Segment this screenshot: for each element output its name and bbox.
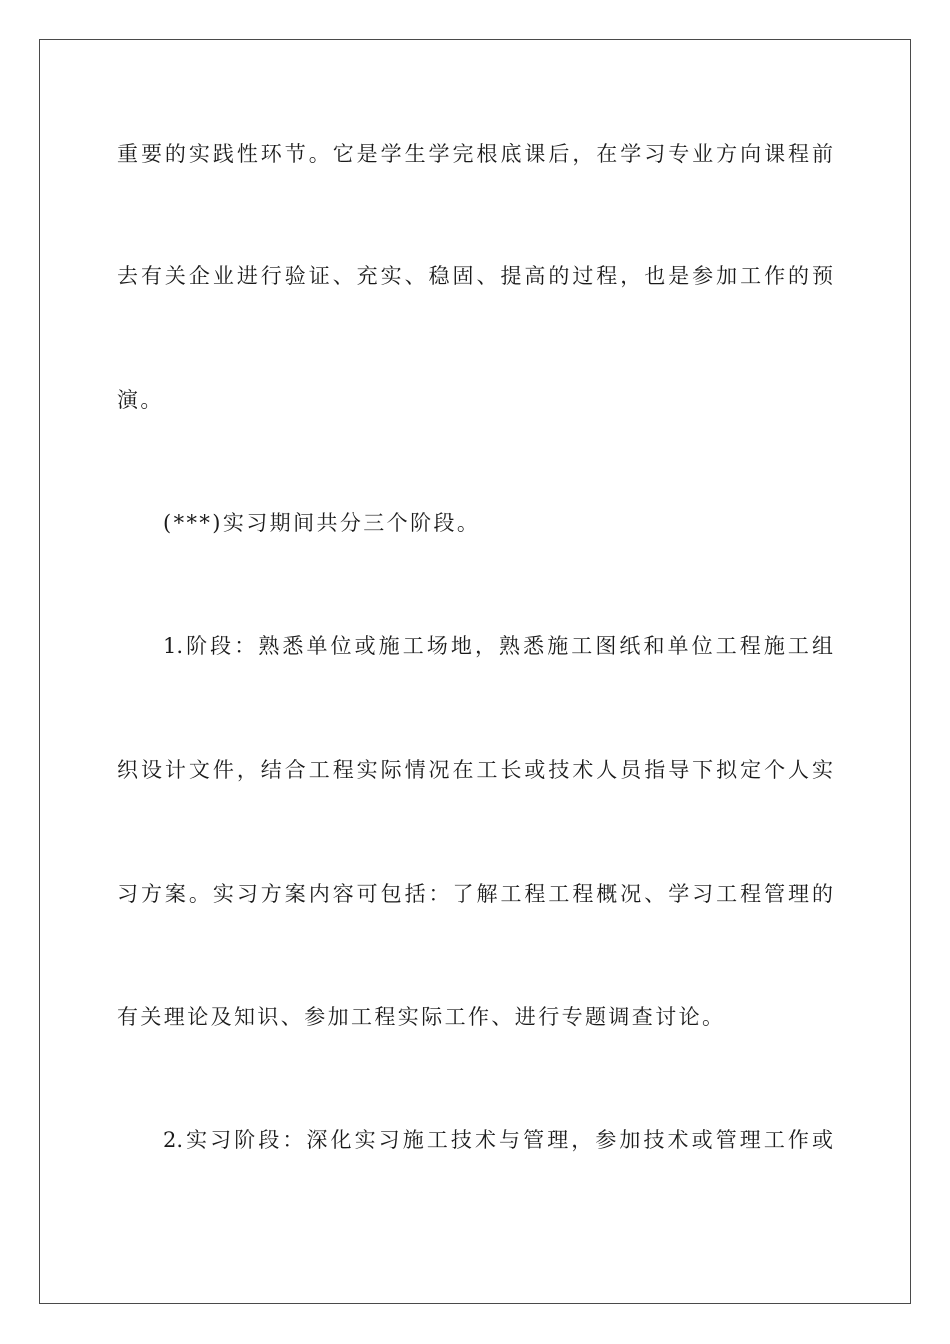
text-line: 重要的实践性环节。它是学生学完根底课后，在学习专业方向课程前 [117, 142, 833, 166]
text-line: 1.阶段：熟悉单位或施工场地，熟悉施工图纸和单位工程施工组 [163, 634, 833, 658]
text-line: 织设计文件，结合工程实际情况在工长或技术人员指导下拟定个人实 [117, 758, 833, 782]
text-line: 2.实习阶段：深化实习施工技术与管理，参加技术或管理工作或 [163, 1128, 833, 1152]
text-line: 有关理论及知识、参加工程实际工作、进行专题调查讨论。 [117, 1005, 726, 1029]
page-frame [39, 39, 911, 1304]
text-line: 演。 [117, 388, 164, 412]
text-line: 习方案。实习方案内容可包括：了解工程工程概况、学习工程管理的 [117, 882, 833, 906]
text-line: 去有关企业进行验证、充实、稳固、提高的过程，也是参加工作的预 [117, 264, 833, 288]
section-heading: (***)实习期间共分三个阶段。 [163, 511, 481, 535]
